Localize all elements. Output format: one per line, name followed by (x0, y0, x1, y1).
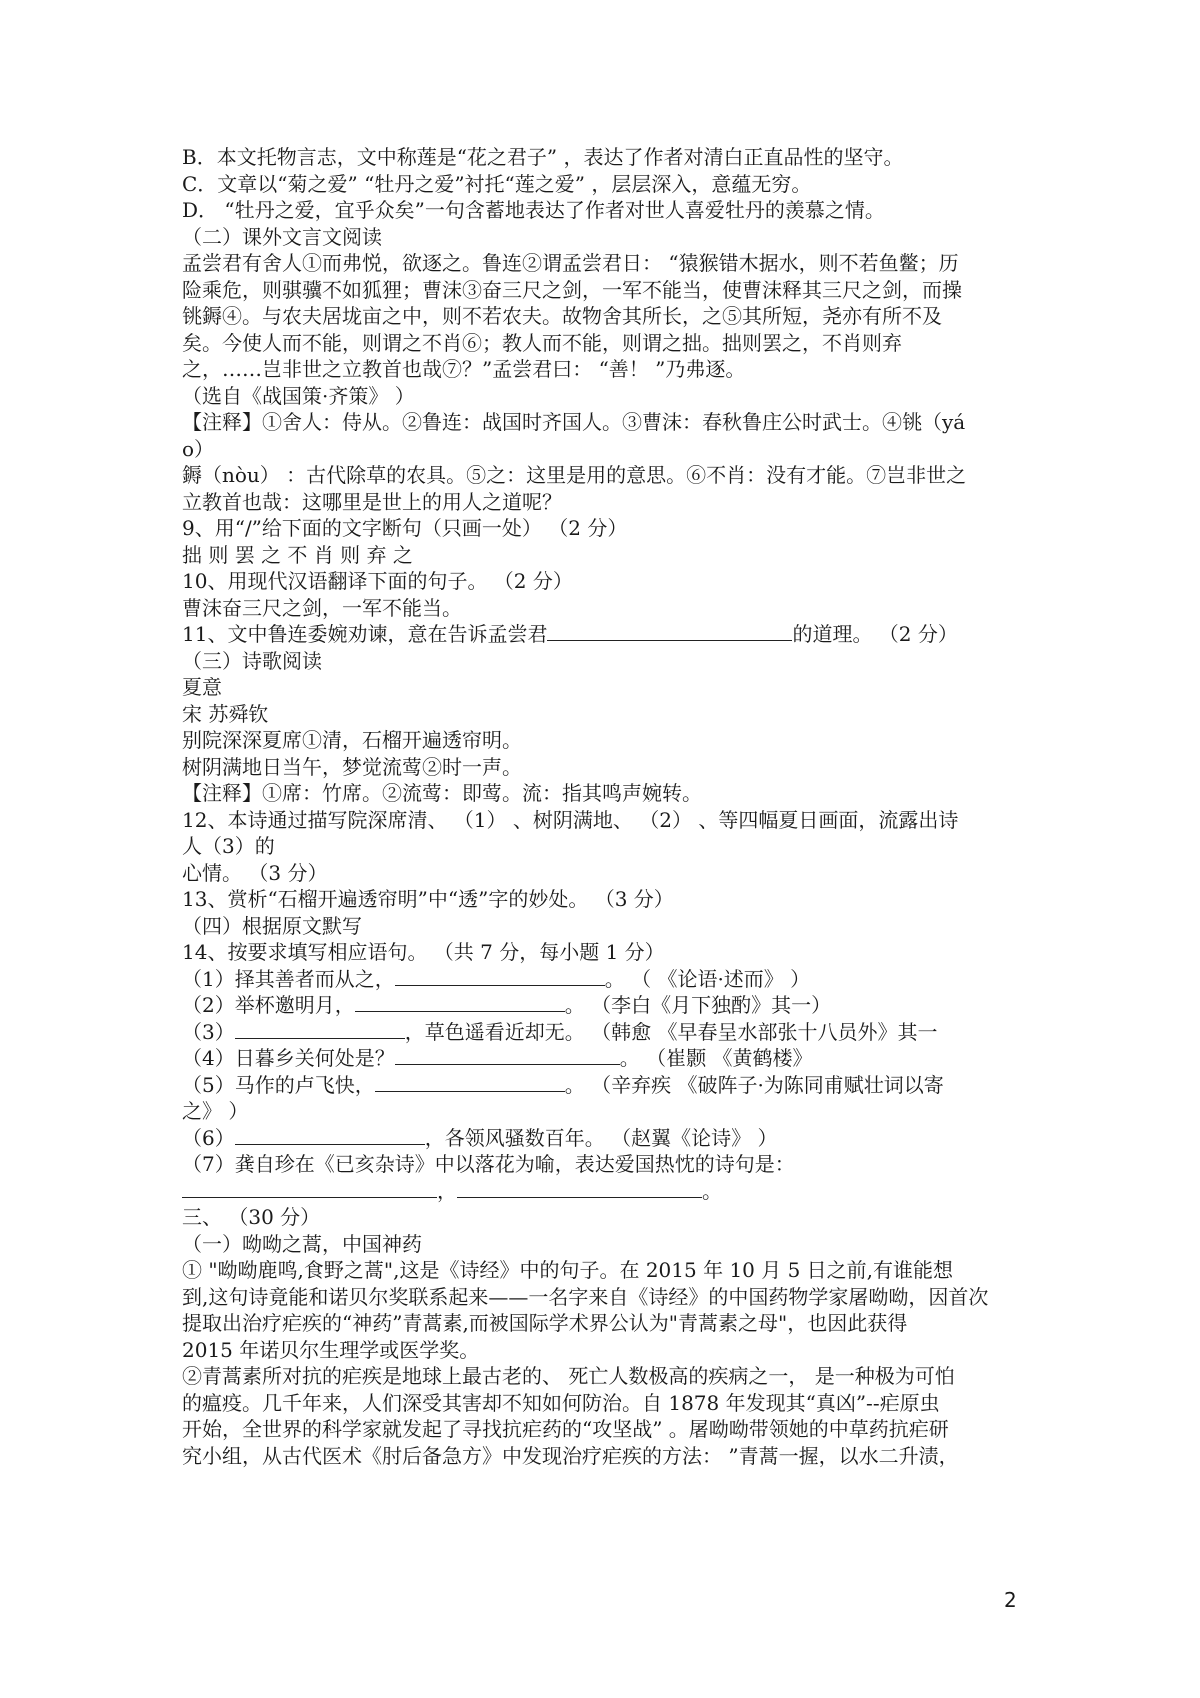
line-text: 孟尝君有舍人①而弗悦，欲逐之。鲁连②谓孟尝君日： “猿猴错木据水，则不若鱼鳖；历 (182, 251, 959, 275)
text-line (182, 674, 1042, 701)
text-line (182, 754, 1042, 781)
text-line (182, 277, 1042, 304)
text-line (182, 595, 1042, 622)
line-text: 曹沫奋三尺之剑，一军不能当。 (182, 595, 462, 620)
answer-blank[interactable] (235, 1020, 405, 1039)
text-line (182, 807, 1042, 834)
line-text: （一）呦呦之蒿，中国神药 (182, 1231, 422, 1256)
line-text: 11、文中鲁连委婉劝谏，意在告诉孟尝君 (182, 622, 548, 646)
text-line (182, 383, 1042, 410)
text-line (182, 886, 1042, 913)
line-text: 2015 年诺贝尔生理学或医学奖。 (182, 1337, 480, 1362)
line-text: 【注释】①席：竹席。②流莺：即莺。流：指其鸣声婉转。 (182, 781, 702, 805)
line-text: 拙 则 罢 之 不 肖 则 弃 之 (182, 542, 413, 567)
line-text: 的瘟疫。几千年来，人们深受其害却不知如何防治。自 1878 年发现其“真凶”--疟原虫 (182, 1390, 940, 1415)
text-line (182, 1098, 1042, 1125)
text-line (182, 1390, 1042, 1417)
text-line (182, 1204, 1042, 1231)
line-text-after-blank: 。 （ 《论语·述而》 ） (604, 966, 811, 991)
text-line (182, 542, 1042, 569)
text-line (182, 939, 1042, 966)
line-text: 三、 （30 分） (182, 1205, 321, 1229)
line-text: 13、赏析“石榴开遍透帘明”中“透”字的妙处。 （3 分） (182, 887, 674, 911)
line-text: （四）根据原文默写 (182, 913, 362, 938)
line-text: 树阴满地日当午，梦觉流莺②时一声。 (182, 754, 522, 779)
text-line (182, 860, 1042, 887)
page-number: 2 (1004, 1588, 1017, 1612)
answer-blank[interactable] (355, 993, 565, 1012)
text-line (182, 224, 1042, 251)
line-text: 宋 苏舜钦 (182, 701, 269, 726)
text-line (182, 515, 1042, 542)
line-text: C．文章以“菊之爱” “牡丹之爱”衬托“莲之爱” ，层层深入，意蕴无穷。 (182, 171, 812, 196)
text-line (182, 648, 1042, 675)
line-text: 立教首也哉：这哪里是世上的用人之道呢？ (182, 489, 562, 514)
line-text: 人（3）的 (182, 834, 275, 858)
text-line (182, 303, 1042, 330)
line-text: 究小组，从古代医术《肘后备急方》中发现治疗疟疾的方法： ”青蒿一握，以水二升渍， (182, 1443, 959, 1468)
line-text-after-blank: ， (437, 1178, 457, 1203)
text-line (182, 462, 1042, 489)
text-line (182, 913, 1042, 940)
line-text: 心情。 （3 分） (182, 860, 328, 885)
line-text: （1）择其善者而从之， (182, 966, 395, 991)
text-line (182, 1443, 1042, 1470)
text-line (182, 409, 1042, 436)
text-line (182, 436, 1042, 463)
text-line (182, 250, 1042, 277)
line-text: 夏意 (182, 675, 222, 699)
line-text: 别院深深夏席①清，石榴开遍透帘明。 (182, 728, 522, 752)
line-text: （5）马作的卢飞快， (182, 1072, 375, 1097)
line-text-after-blank: 的道理。 （2 分） (792, 622, 958, 646)
text-line (182, 727, 1042, 754)
line-text: （2）举杯邀明月， (182, 993, 355, 1017)
line-text-after-blank: 。 （崔颢 《黄鹤楼》 (619, 1046, 813, 1070)
text-line (182, 1125, 1042, 1152)
line-text-after-blank: ，各领风骚数百年。 （赵翼《论诗》 ） (424, 1125, 778, 1150)
line-text: 12、本诗通过描写院深席清、 （1） 、树阴满地、 （2） 、等四幅夏日画面，流露出诗 (182, 807, 959, 832)
text-line (182, 489, 1042, 516)
text-line (182, 171, 1042, 198)
line-text-after-blank: 。 （辛弃疾 《破阵子·为陈同甫赋壮词以寄 (564, 1072, 944, 1097)
text-line (182, 1019, 1042, 1046)
line-text: （4）日暮乡关何处是？ (182, 1046, 395, 1070)
line-text: （3） (182, 1019, 235, 1044)
line-text: （三）诗歌阅读 (182, 648, 322, 673)
line-text: 之》 ） (182, 1099, 249, 1123)
answer-blank[interactable] (547, 622, 792, 641)
line-text: 矣。今使人而不能，则谓之不肖⑥；教人而不能，则谓之拙。拙则罢之，不肖则弃 (182, 330, 902, 355)
line-text: （二）课外文言文阅读 (182, 224, 382, 249)
line-text: ②青蒿素所对抗的疟疾是地球上最古老的、 死亡人数极高的疾病之一， 是一种极为可怕 (182, 1364, 955, 1388)
line-text: （7）龚自珍在《已亥杂诗》中以落花为喻，表达爱国热忱的诗句是： (182, 1152, 795, 1176)
line-text: 开始，全世界的科学家就发起了寻找抗疟药的“攻坚战” 。屠呦呦带领她的中草药抗疟研 (182, 1417, 949, 1441)
text-line (182, 1045, 1042, 1072)
text-line (182, 1231, 1042, 1258)
text-line (182, 1151, 1042, 1178)
answer-blank[interactable] (457, 1179, 702, 1198)
line-text: 之，……岂非世之立教首也哉⑦？”孟尝君曰： “善！ ”乃弗逐。 (182, 357, 746, 381)
text-line (182, 1310, 1042, 1337)
text-line (182, 356, 1042, 383)
text-line (182, 1363, 1042, 1390)
line-text-after-blank: 。 （李白《月下独酌》其一） (564, 993, 832, 1017)
line-text: 到,这句诗竟能和诺贝尔奖联系起来——一名字来自《诗经》的中国药物学家屠呦呦，因首次 (182, 1284, 989, 1309)
text-line (182, 621, 1042, 648)
document-body (182, 144, 1042, 1469)
line-text: o） (182, 436, 215, 461)
line-text: 9、用“/”给下面的文字断句（只画一处） （2 分） (182, 516, 628, 540)
line-text: 铫鎒④。与农夫居垅亩之中，则不若农夫。故物舍其所长，之⑤其所短，尧亦有所不及 (182, 304, 942, 328)
line-text: 提取出治疗疟疾的“神药”青蒿素,而被国际学术界公认为"青蒿素之母"，也因此获得 (182, 1311, 908, 1335)
text-line (182, 1337, 1042, 1364)
line-text: 【注释】①舍人：侍从。②鲁连：战国时齐国人。③曹沫：春秋鲁庄公时武士。④铫（yá (182, 410, 966, 434)
text-line (182, 992, 1042, 1019)
answer-blank[interactable] (235, 1126, 425, 1145)
line-text: （6） (182, 1125, 235, 1150)
text-line (182, 833, 1042, 860)
line-text: 鎒（nòu） ：古代除草的农具。⑤之：这里是用的意思。⑥不肖：没有才能。⑦岂非世之 (182, 463, 967, 487)
line-text-after-blank: 。 (702, 1178, 722, 1203)
text-line (182, 1416, 1042, 1443)
text-line (182, 197, 1042, 224)
text-line (182, 1257, 1042, 1284)
text-line (182, 1284, 1042, 1311)
line-text: 10、用现代汉语翻译下面的句子。 （2 分） (182, 569, 573, 593)
text-line (182, 1072, 1042, 1099)
text-line (182, 966, 1042, 993)
answer-blank[interactable] (182, 1179, 437, 1198)
answer-blank[interactable] (395, 1046, 620, 1065)
text-line (182, 780, 1042, 807)
line-text: D． “牡丹之爱，宜乎众矣”一句含蓄地表达了作者对世人喜爱牡丹的羡慕之情。 (182, 198, 885, 222)
line-text-after-blank: ，草色遥看近却无。 （韩愈 《早春呈水部张十八员外》其一 (404, 1019, 938, 1044)
text-line (182, 330, 1042, 357)
text-line (182, 701, 1042, 728)
text-line (182, 1178, 1042, 1205)
text-line (182, 568, 1042, 595)
answer-blank[interactable] (395, 967, 605, 986)
answer-blank[interactable] (375, 1073, 565, 1092)
line-text: B．本文托物言志，文中称莲是“花之君子” ，表达了作者对清白正直品性的坚守。 (182, 145, 904, 169)
line-text: （选自《战国策·齐策》 ） (182, 383, 415, 408)
line-text: ① "呦呦鹿鸣,食野之蒿",这是《诗经》中的句子。在 2015 年 10 月 5 日之前,有谁能想 (182, 1258, 954, 1282)
line-text: 14、按要求填写相应语句。 （共 7 分，每小题 1 分） (182, 940, 665, 964)
line-text: 险乘危，则骐骥不如狐狸；曹沫③奋三尺之剑，一军不能当，使曹沫释其三尺之剑，而操 (182, 277, 962, 302)
text-line (182, 144, 1042, 171)
